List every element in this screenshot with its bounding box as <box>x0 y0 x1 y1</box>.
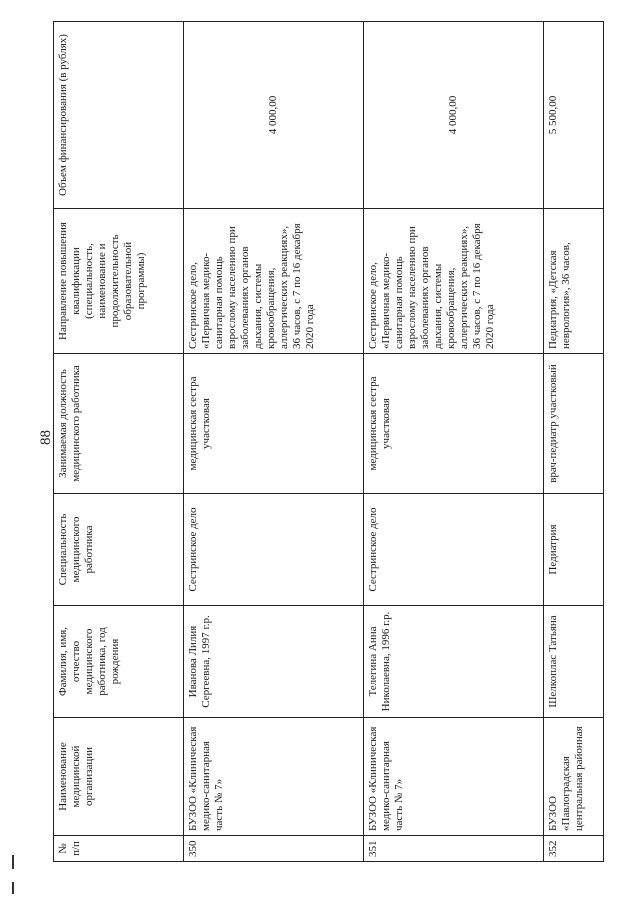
row-number: 352 <box>544 836 604 862</box>
row-training-direction: Сестринское дело, «Первичная медико-санитарная помощь взрослому населению при заболеваниях органов дыхания, системы кровообращения, аллергических реакциях», 36 часов, с 7 по 16 декабря 2020 года <box>364 209 544 354</box>
header-training-direction: Направление повышения квалификации (специальность, наименование и продолжительность образовательной программы) <box>54 209 184 354</box>
table-header-row <box>54 22 184 862</box>
row-specialty: Сестринское дело <box>184 494 364 606</box>
row-position: медицинская сестра участковая <box>364 354 544 494</box>
header-organization: Наименование медицинской организации <box>54 718 184 836</box>
row-funding-amount: 5 500,00 <box>544 22 604 209</box>
row-training-direction: Педиатрия, «Детская неврология», 36 часов, <box>544 209 604 354</box>
table-row <box>184 22 364 862</box>
row-training-direction: Сестринское дело, «Первичная медико-санитарная помощь взрослому населению при заболеваниях органов дыхания, системы кровообращения, аллергических реакциях», 36 часов, с 7 по 16 декабря 2020 года <box>184 209 364 354</box>
row-full-name: Телегина Анна Николаевна, 1996 г.р. <box>364 606 544 718</box>
row-organization: БУЗОО «Клиническая медико-санитарная часть № 7» <box>184 718 364 836</box>
table-row <box>364 22 544 862</box>
staff-training-table <box>53 21 604 862</box>
rotated-table-sheet <box>53 22 640 862</box>
header-specialty: Специальность медицинского работника <box>54 494 184 606</box>
row-specialty: Педиатрия <box>544 494 604 606</box>
row-funding-amount: 4 000,00 <box>184 22 364 209</box>
margin-mark <box>12 855 14 869</box>
row-organization: БУЗОО «Клиническая медико-санитарная часть № 7» <box>364 718 544 836</box>
margin-mark <box>12 882 14 894</box>
row-full-name: Иванова Лилия Сергеевна, 1997 г.р. <box>184 606 364 718</box>
row-position: медицинская сестра участковая <box>184 354 364 494</box>
page-number: 88 <box>38 430 54 445</box>
row-organization: БУЗОО «Павлоградская центральная районная <box>544 718 604 836</box>
row-number: 350 <box>184 836 364 862</box>
header-full-name: Фамилия, имя, отчество медицинского работника, год рождения <box>54 606 184 718</box>
header-position: Занимаемая должность медицинского работника <box>54 354 184 494</box>
row-position: врач-педиатр участковый <box>544 354 604 494</box>
header-number: № п/п <box>54 836 184 862</box>
row-specialty: Сестринское дело <box>364 494 544 606</box>
table-row <box>544 22 604 862</box>
header-funding-amount: Объем финансирования (в рублях) <box>54 22 184 209</box>
row-funding-amount: 4 000,00 <box>364 22 544 209</box>
row-full-name: Шелкоплас Татьяна <box>544 606 604 718</box>
row-number: 351 <box>364 836 544 862</box>
